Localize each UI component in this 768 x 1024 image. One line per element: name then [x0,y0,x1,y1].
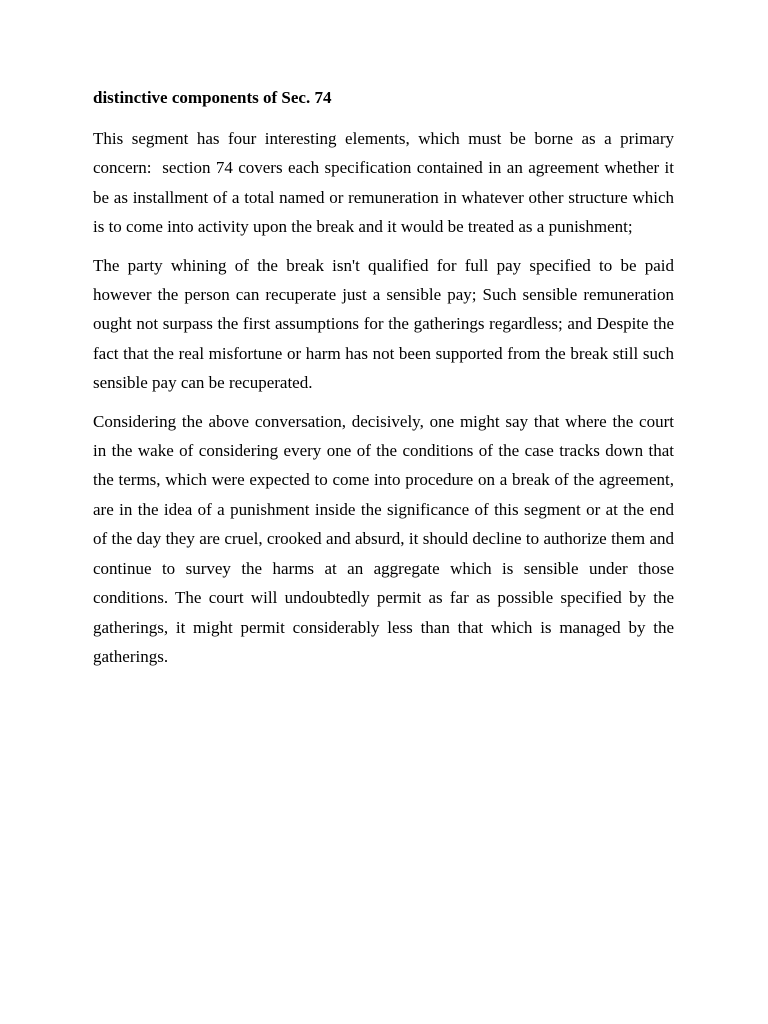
paragraph-remuneration: The party whining of the break isn't qualified for full pay specified to be paid however the person can recuperate just a sensible pay; Such sensible remuneration ought not surpass the first assumptions for the gatherings regardless; and Despite the fact that the real misfortune or harm has not been supported from the break still such sensible pay can be recuperated. [93,255,679,393]
section-heading: distinctive components of Sec. 74 [93,88,332,107]
paragraph-conclusion: Considering the above conversation, decisively, one might say that where the court in the wake of considering every one of the conditions of the case tracks down that the terms, which were expected to come into procedure on a break of the agreement, are in the idea of a punishment inside the significance of this segment or at the end of the day they are cruel, crooked and absurd, it should decline to authorize them and continue to survey the harms at an aggregate which is sensible under those conditions. The court will undoubtedly permit as far as possible specified by the gatherings, it might permit considerably less than that which is managed by the gatherings. [93,411,679,666]
document-body [93,86,679,680]
paragraph-elements: This segment has four interesting elements, which must be borne as a primary concern: section 74 covers each specification contained in an agreement whether it be as installment of a total named or remuneration in whatever other structure which is to come into activity upon the break and it would be treated as a punishment; [93,129,679,237]
